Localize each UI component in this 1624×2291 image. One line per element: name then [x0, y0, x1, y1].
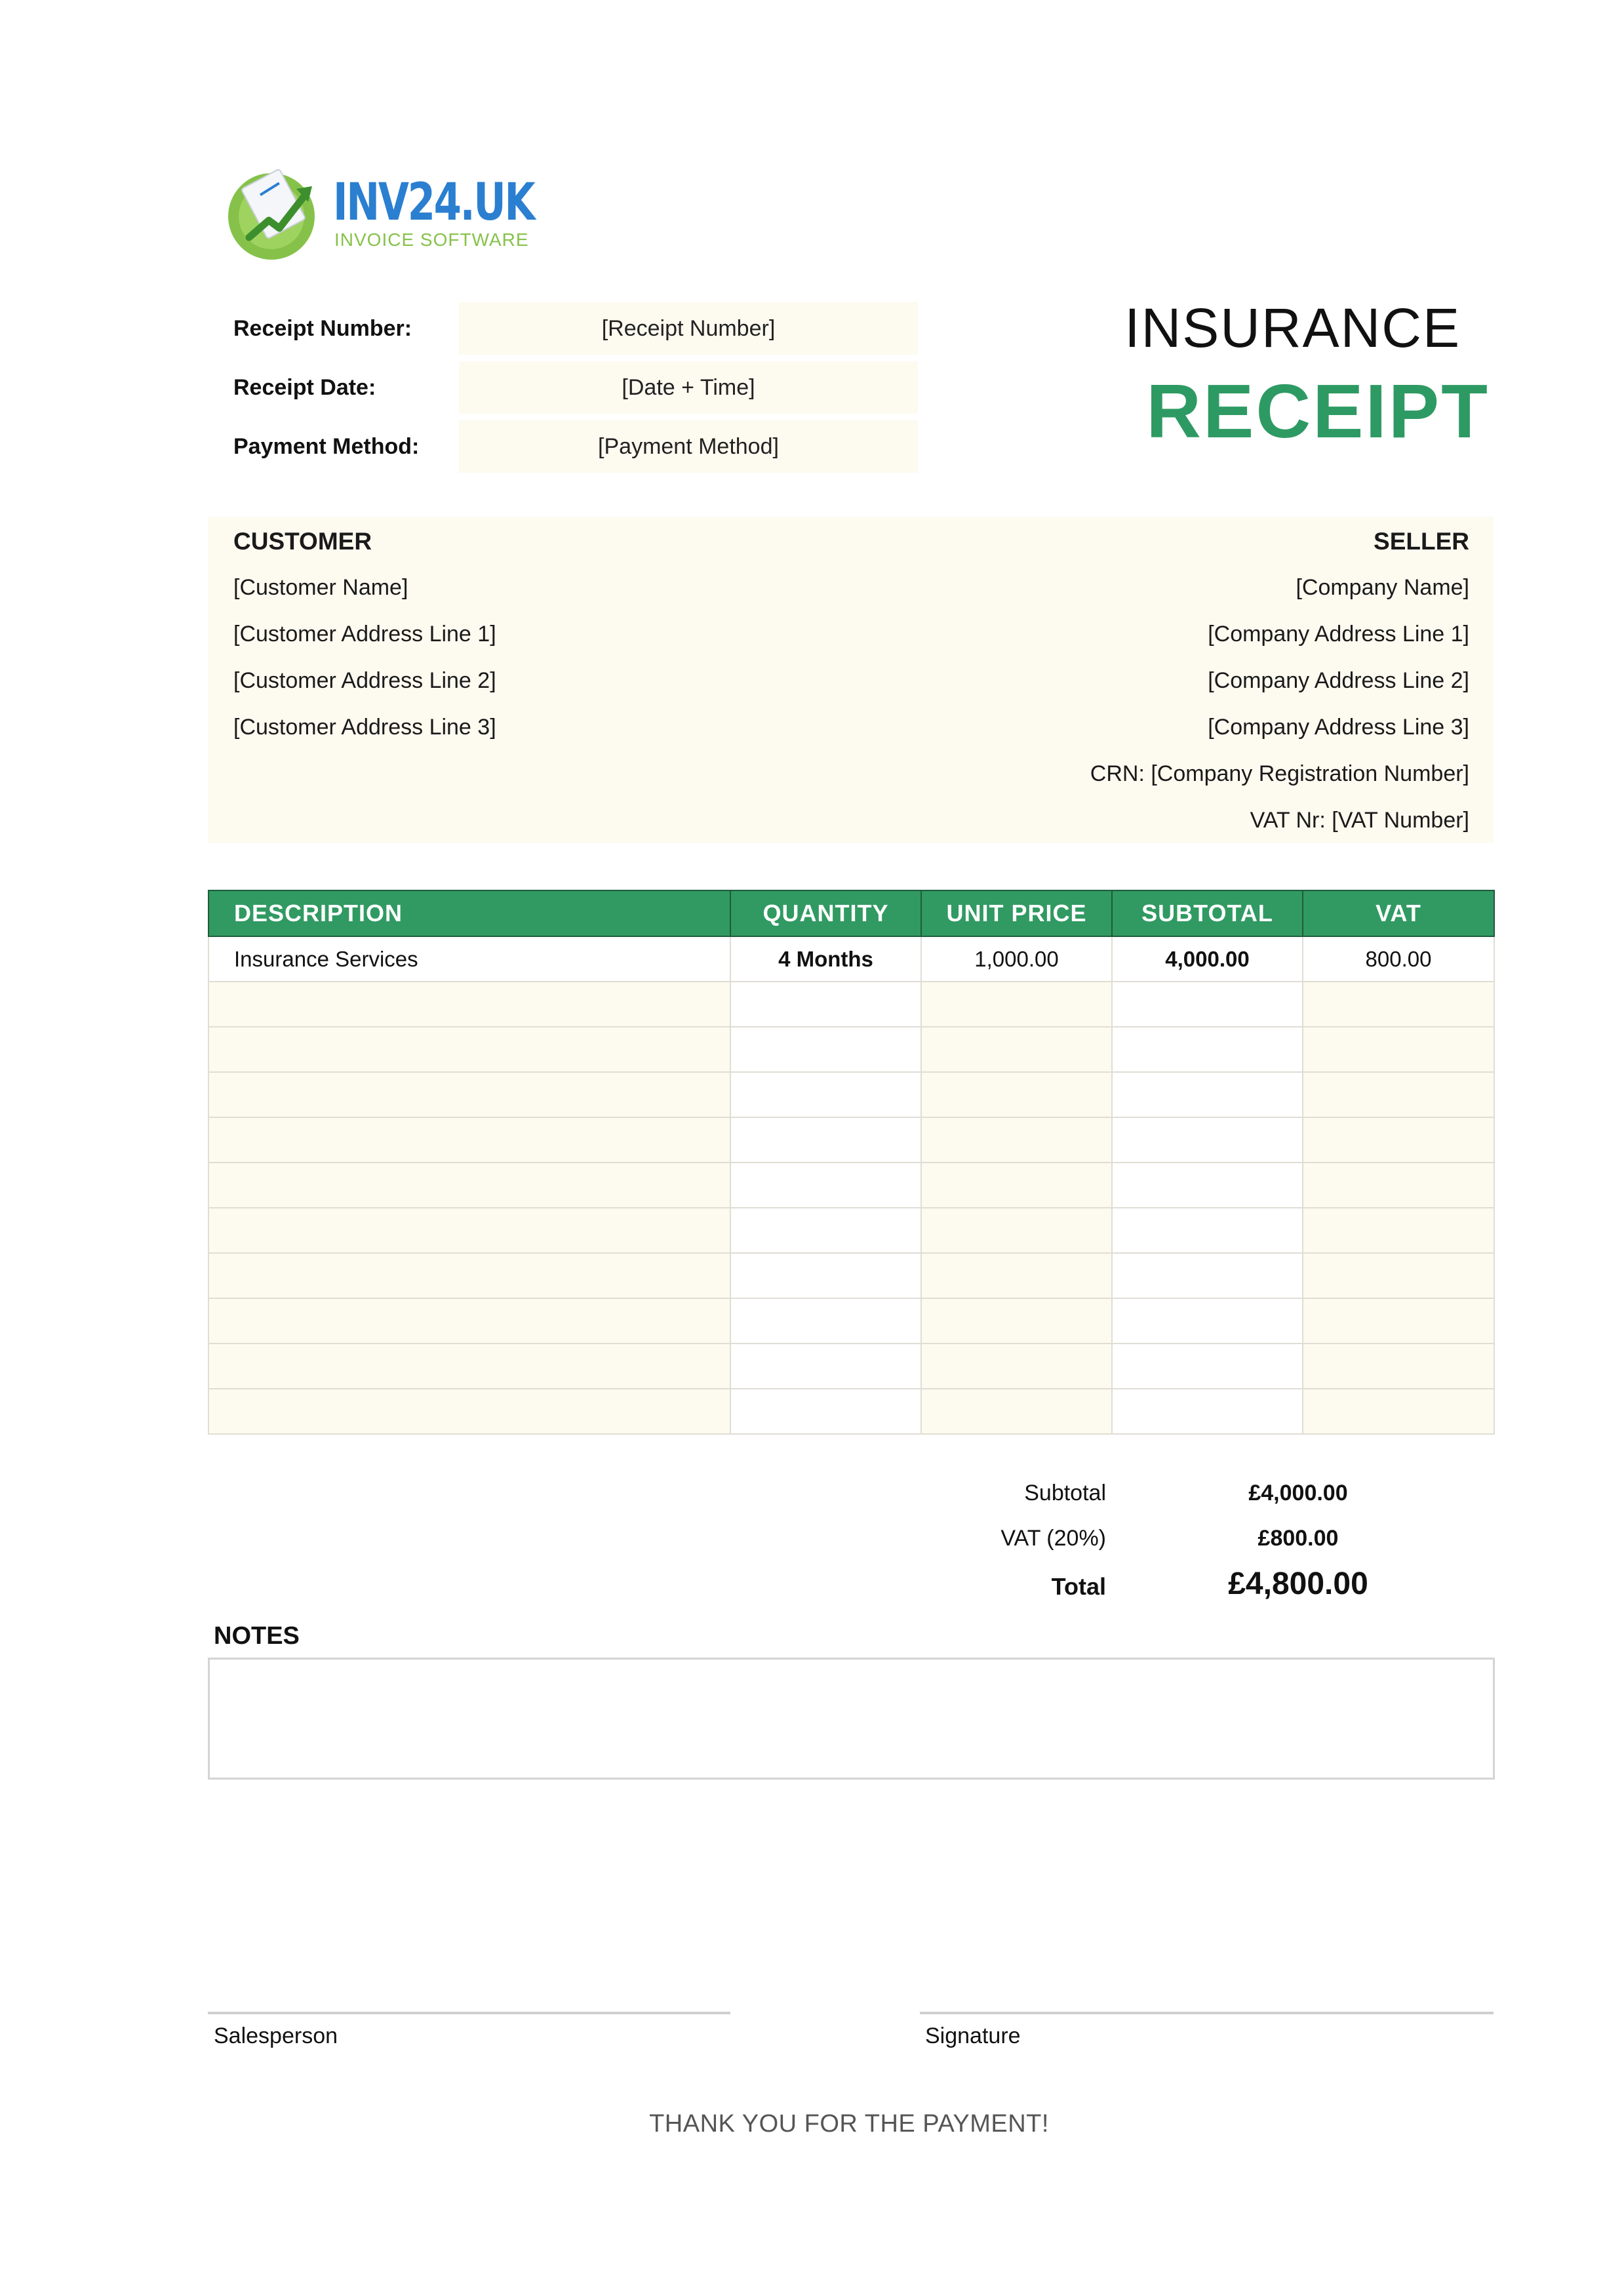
item-quantity-cell[interactable] — [730, 1389, 921, 1434]
item-quantity-cell[interactable] — [730, 1208, 921, 1253]
item-quantity-cell[interactable] — [730, 1344, 921, 1389]
seller-block — [1090, 518, 1469, 844]
item-unit-price-cell[interactable] — [921, 1117, 1112, 1163]
vat-label: VAT (20%) — [1000, 1526, 1106, 1551]
item-vat-cell[interactable] — [1303, 1344, 1494, 1389]
seller-address-line-1[interactable]: [Company Address Line 1] — [1208, 622, 1469, 647]
item-subtotal-cell[interactable] — [1112, 982, 1303, 1027]
item-unit-price-cell[interactable] — [921, 1253, 1112, 1298]
seller-address-line-2[interactable]: [Company Address Line 2] — [1208, 668, 1469, 693]
signature-line — [920, 2012, 1494, 2014]
receipt-number-field[interactable]: [Receipt Number] — [459, 302, 918, 355]
seller-crn[interactable]: CRN: [Company Registration Number] — [1090, 761, 1469, 786]
item-vat-cell[interactable] — [1303, 1117, 1494, 1163]
item-unit-price-cell[interactable] — [921, 1389, 1112, 1434]
customer-address-line-2[interactable]: [Customer Address Line 2] — [233, 668, 496, 693]
items-table-header — [208, 890, 1494, 936]
item-vat-cell[interactable] — [1303, 1298, 1494, 1344]
item-description-cell[interactable] — [208, 1298, 730, 1344]
item-unit-price-cell[interactable] — [921, 1027, 1112, 1072]
logo-title: INV24.UK — [333, 173, 534, 232]
item-vat-cell[interactable] — [1303, 1389, 1494, 1434]
salesperson-label: Salesperson — [214, 2023, 338, 2048]
items-table — [208, 890, 1495, 1435]
document-title-line2: RECEIPT — [1146, 369, 1490, 454]
receipt-date-label: Receipt Date: — [233, 375, 376, 400]
item-description-cell[interactable] — [208, 1163, 730, 1208]
item-description-cell[interactable] — [208, 982, 730, 1027]
salesperson-signature-line — [208, 2012, 730, 2014]
item-vat-cell[interactable] — [1303, 1253, 1494, 1298]
subtotal-label: Subtotal — [1024, 1481, 1106, 1505]
table-row — [208, 1117, 1494, 1163]
item-subtotal-cell[interactable] — [1112, 1389, 1303, 1434]
item-quantity-cell[interactable] — [730, 1027, 921, 1072]
signature-label: Signature — [925, 2023, 1021, 2048]
item-vat-cell[interactable] — [1303, 1208, 1494, 1253]
item-description[interactable]: Insurance Services — [208, 936, 730, 982]
item-unit-price[interactable]: 1,000.00 — [921, 936, 1112, 982]
item-unit-price-cell[interactable] — [921, 1208, 1112, 1253]
item-description-cell[interactable] — [208, 1389, 730, 1434]
logo-icon — [223, 160, 328, 265]
notes-field[interactable] — [208, 1658, 1495, 1780]
customer-name[interactable]: [Customer Name] — [233, 575, 408, 600]
item-vat-cell[interactable] — [1303, 982, 1494, 1027]
item-vat-cell[interactable] — [1303, 1163, 1494, 1208]
total-label: Total — [1051, 1573, 1106, 1600]
customer-heading: CUSTOMER — [233, 528, 372, 555]
table-row — [208, 1163, 1494, 1208]
customer-address-line-3[interactable]: [Customer Address Line 3] — [233, 715, 496, 740]
column-header-unit-price: UNIT PRICE — [921, 890, 1112, 936]
item-vat[interactable]: 800.00 — [1303, 936, 1494, 982]
document-title-line1: INSURANCE — [1124, 297, 1461, 359]
item-quantity-cell[interactable] — [730, 1253, 921, 1298]
item-description-cell[interactable] — [208, 1208, 730, 1253]
column-header-quantity: QUANTITY — [730, 890, 921, 936]
company-logo — [223, 160, 538, 265]
payment-method-label: Payment Method: — [233, 434, 420, 459]
item-subtotal-cell[interactable] — [1112, 1253, 1303, 1298]
thank-you-message: THANK YOU FOR THE PAYMENT! — [649, 2110, 1049, 2138]
table-row — [208, 1389, 1494, 1434]
seller-heading: SELLER — [1374, 528, 1469, 555]
table-row — [208, 1208, 1494, 1253]
item-quantity[interactable]: 4 Months — [730, 936, 921, 982]
seller-address-line-3[interactable]: [Company Address Line 3] — [1208, 715, 1469, 740]
item-subtotal-cell[interactable] — [1112, 1117, 1303, 1163]
item-quantity-cell[interactable] — [730, 1117, 921, 1163]
item-subtotal-cell[interactable] — [1112, 1027, 1303, 1072]
vat-value: £800.00 — [1258, 1526, 1339, 1551]
item-subtotal-cell[interactable] — [1112, 1072, 1303, 1117]
item-vat-cell[interactable] — [1303, 1072, 1494, 1117]
item-quantity-cell[interactable] — [730, 1163, 921, 1208]
item-subtotal-cell[interactable] — [1112, 1298, 1303, 1344]
column-header-vat: VAT — [1303, 890, 1494, 936]
table-row — [208, 1027, 1494, 1072]
receipt-number-label: Receipt Number: — [233, 316, 412, 341]
table-row — [208, 1253, 1494, 1298]
table-row — [208, 982, 1494, 1027]
item-unit-price-cell[interactable] — [921, 1344, 1112, 1389]
table-row — [208, 1298, 1494, 1344]
seller-company-name[interactable]: [Company Name] — [1296, 575, 1469, 600]
item-vat-cell[interactable] — [1303, 1027, 1494, 1072]
item-description-cell[interactable] — [208, 1253, 730, 1298]
subtotal-value: £4,000.00 — [1248, 1481, 1348, 1505]
column-header-description: DESCRIPTION — [208, 890, 730, 936]
total-value: £4,800.00 — [1228, 1566, 1368, 1601]
column-header-subtotal: SUBTOTAL — [1112, 890, 1303, 936]
item-subtotal-cell[interactable] — [1112, 1208, 1303, 1253]
item-subtotal-cell[interactable] — [1112, 1163, 1303, 1208]
item-subtotal-cell[interactable] — [1112, 1344, 1303, 1389]
item-quantity-cell[interactable] — [730, 1298, 921, 1344]
item-description-cell[interactable] — [208, 1344, 730, 1389]
customer-address-line-1[interactable]: [Customer Address Line 1] — [233, 622, 496, 647]
item-subtotal[interactable]: 4,000.00 — [1112, 936, 1303, 982]
customer-block — [233, 518, 496, 751]
table-row — [208, 1344, 1494, 1389]
notes-heading: NOTES — [214, 1622, 300, 1650]
table-row — [208, 936, 1494, 982]
logo-tagline: INVOICE SOFTWARE — [334, 229, 529, 250]
item-unit-price-cell[interactable] — [921, 1163, 1112, 1208]
item-quantity-cell[interactable] — [730, 982, 921, 1027]
table-row — [208, 1072, 1494, 1117]
seller-vat-number[interactable]: VAT Nr: [VAT Number] — [1250, 808, 1469, 833]
item-description-cell[interactable] — [208, 1117, 730, 1163]
item-quantity-cell[interactable] — [730, 1072, 921, 1117]
receipt-date-field[interactable]: [Date + Time] — [459, 361, 918, 414]
item-unit-price-cell[interactable] — [921, 982, 1112, 1027]
item-unit-price-cell[interactable] — [921, 1072, 1112, 1117]
item-unit-price-cell[interactable] — [921, 1298, 1112, 1344]
payment-method-field[interactable]: [Payment Method] — [459, 420, 918, 473]
item-description-cell[interactable] — [208, 1072, 730, 1117]
item-description-cell[interactable] — [208, 1027, 730, 1072]
